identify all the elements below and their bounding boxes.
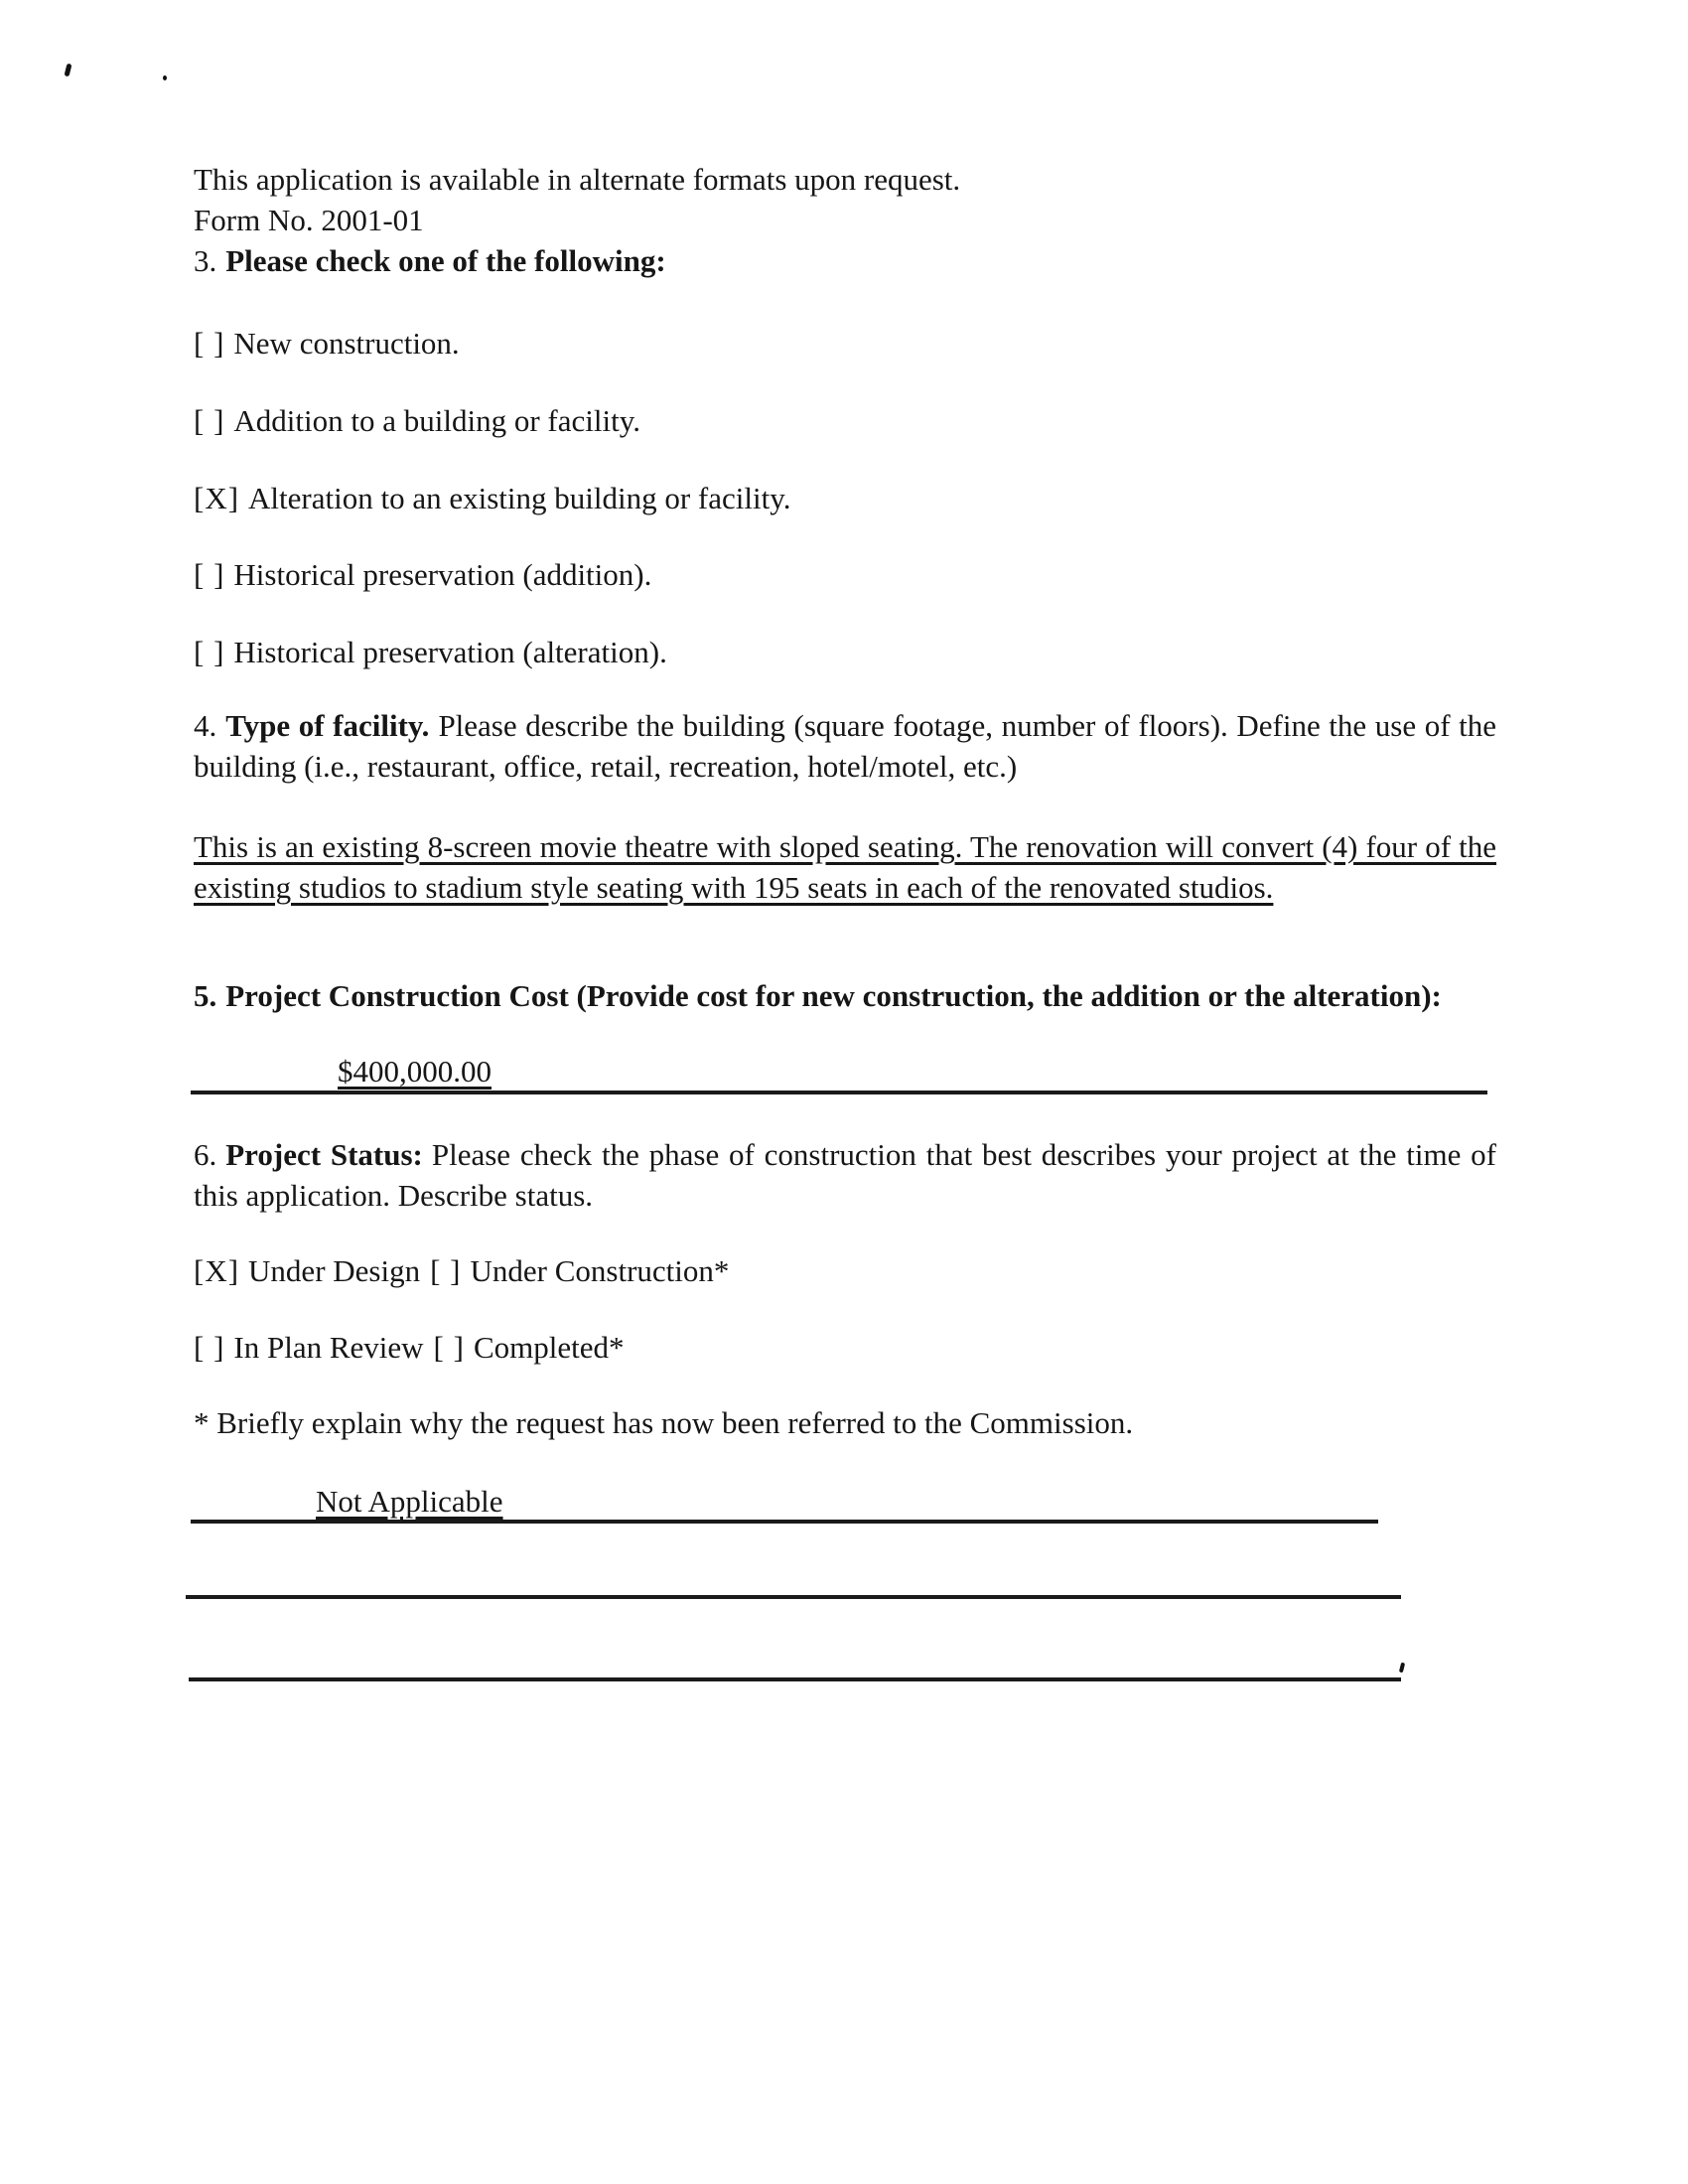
option-new-construction	[194, 323, 1496, 364]
option-addition	[194, 400, 1496, 441]
checkbox-under-design-checked: [X]	[194, 1253, 240, 1288]
section-3-title: Please check one of the following:	[225, 243, 666, 278]
status-label: In Plan Review	[233, 1330, 424, 1365]
status-row-1	[194, 1250, 1496, 1291]
facility-description-answer: This is an existing 8-screen movie theatre with sloped seating. The renovation will convert (4) four of the existing studios to stadium style seating with 195 seats in each of the renovated studios.	[194, 829, 1496, 905]
checkbox-completed: [ ]	[433, 1330, 465, 1365]
cost-answer-line	[191, 1049, 1487, 1094]
section-5-title: Project Construction Cost (Provide cost for new construction, the addition or the alteration):	[225, 978, 1442, 1013]
option-alteration	[194, 478, 1496, 518]
option-label: Historical preservation (alteration).	[233, 635, 667, 669]
section-4-title: Type of facility.	[225, 708, 430, 743]
section-4-prompt: Please describe the building (square footage, number of floors). Define the use of the building (i.e., restaurant, office, retail, recreation, hotel/motel, etc.)	[194, 708, 1497, 784]
scan-speck	[1399, 1663, 1405, 1674]
form-number: Form No. 2001-01	[194, 203, 424, 237]
option-label: New construction.	[233, 326, 460, 361]
explain-answer-line	[191, 1480, 1378, 1524]
status-label: Under Construction*	[470, 1253, 730, 1288]
status-row-2	[194, 1327, 1496, 1368]
option-historical-addition	[194, 554, 1496, 595]
scan-speck	[163, 75, 167, 80]
option-label: Alteration to an existing building or facility.	[248, 481, 791, 515]
option-label: Addition to a building or facility.	[233, 403, 640, 438]
section-6-heading	[194, 1134, 1496, 1216]
section-3-heading	[194, 240, 1496, 281]
option-label: Historical preservation (addition).	[233, 557, 652, 592]
option-historical-alteration	[194, 632, 1496, 672]
checkbox-alteration-checked: [X]	[194, 481, 240, 515]
section-4-heading	[194, 705, 1496, 787]
section-6-prompt: Please check the phase of construction that best describes your project at the time of this application. Describe status.	[194, 1137, 1496, 1213]
checkbox-new-construction: [ ]	[194, 326, 225, 361]
intro-line: This application is available in alternate formats upon request.	[194, 162, 961, 197]
status-label: Completed*	[473, 1330, 625, 1365]
section-3-number: 3.	[194, 243, 217, 278]
checkbox-in-plan-review: [ ]	[194, 1330, 225, 1365]
blank-line	[189, 1677, 1401, 1681]
scan-speck	[65, 64, 72, 77]
cost-answer: $400,000.00	[338, 1054, 492, 1089]
section-6-number: 6.	[194, 1137, 217, 1172]
footnote-explain: * Briefly explain why the request has now been referred to the Commission.	[194, 1405, 1134, 1440]
status-label: Under Design	[248, 1253, 421, 1288]
checkbox-under-construction: [ ]	[430, 1253, 462, 1288]
blank-line	[186, 1595, 1401, 1599]
explain-answer: Not Applicable	[316, 1484, 503, 1519]
section-4-number: 4.	[194, 708, 217, 743]
checkbox-historical-addition: [ ]	[194, 557, 225, 592]
section-5-number: 5.	[194, 978, 217, 1013]
section-6-title: Project Status:	[225, 1137, 423, 1172]
section-5-heading	[194, 975, 1496, 1016]
checkbox-historical-alteration: [ ]	[194, 635, 225, 669]
checkbox-addition: [ ]	[194, 403, 225, 438]
